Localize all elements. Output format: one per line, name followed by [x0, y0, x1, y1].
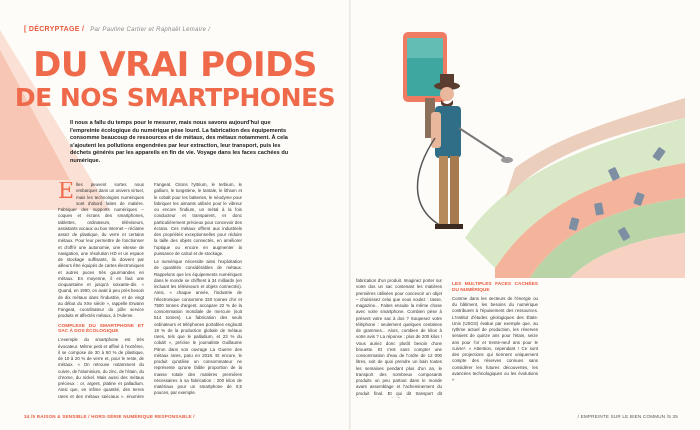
folio-right: / EMPREINTE SUR LE BIEN COMMUN /5 35: [577, 414, 678, 419]
section-tag: [ DÉCRYPTAGE /: [24, 26, 85, 33]
col2-paragraph-2: Le numérique nécessite ainsi l'exploitation de quantités considérables de métaux. Rappelons que les équipements numériques dans le monde se chiffrent à 34 milliards (en incluant les téléviseurs et objets connectés). Ainsi, « chaque année, l'industrie de l'électronique consomme 320 tonnes d'or et 7500 tonnes d'argent, accapare 22 % de la consommation mondiale de mercure (soit 514 tonnes). La fabrication des seuls ordinateurs et téléphones portables engloutit 19 % de la production globale de métaux rares, tels que le palladium, et 23 % du cobalt », précise le journaliste Guillaume Pitron dans son ouvrage La Guerre des métaux rares, paru en 2018. Et encore, le produit qu'utilise un consommateur ne représente qu'une faible proportion de la masse totale des matières premières nécessaires à sa fabrication : 200 kilos de matériaux pour un smartphone de 0,5 pouces, par exemple.: [154, 259, 242, 396]
dropcap: E: [58, 182, 75, 204]
col1-subhead: COMPLEXE DU SMARTPHONE ET SAC À DOS ÉCOLOGIQUE: [58, 323, 144, 335]
col3-paragraph-1: fabrication d'un produit. Imaginez porter sur votre dos un sac contenant les matières premières utilisées pour concevoir un objet – choisissez celui que vous voulez : tasse, magazine... Faites ensuite la même chose avec votre smartphone. Combien pèse à présent votre sac à dos ? Soupesez votre téléphone : seulement quelques centaines de grammes... Alors, combien de kilos à votre avis ? La réponse : plus de 200 kilos ! Vous auriez donc plutôt besoin d'une brouette. Et c'est sans compter une consommation d'eau de l'ordre de 12 000 litres, soit de quoi prendre un bain toutes les semaines pendant plus d'un an, le transport des nombreux composants produits un peu partout dans le monde avant assemblage et l'acheminement du produit final. Et qui dit transport dit: [356, 278, 442, 396]
col4-subhead: LES MULTIPLES FACES CACHÉES DU NUMÉRIQUE: [452, 282, 538, 293]
col1-paragraph-1: lles peuvent sortes nous embarquer dans un univers virtuel, mais les technologies numériques sont d'abord faites de matière. Fabriquer des supports numériques – coques et écrans des smartphones, tablettes, ordinateurs, téléviseurs, assistants vocaux ou box Internet – réclame assez de plastique, du verre et certains métaux. Pour leur permettre de fonctionner et d'offrir une autonomie, une vitesse de navigation, une résolution HD et un espace de stockage suffisants, ils doivent par ailleurs être équipés de cartes électroniques et autres puces très gourmandes en métaux. En moyenne, il en faut une cinquantaine et jusqu'à soixante-dix. « Quand, en 1900, on avait à peu près besoin de dix métaux dans l'industrie, et de vingt au début du XXe siècle », rappelle Erwann Fangeat, coordinateur du pôle service produits et affectés métaux, à l'Ademe.: [58, 182, 144, 319]
section-header: [24, 26, 329, 33]
text-column-4: [452, 278, 538, 398]
title-line-2: DE NOS SMARTPHONES: [14, 83, 336, 112]
col1-paragraph-2: L'exemple du smartphone est très évocateur. Même petit et affiné à l'extrême, il se compose de 30 à 50 % de plastique, de 10 à 20 % de verre et, pour le reste, de métaux. « On retrouve notamment du cuivre, de l'aluminium, du zinc, de l'étain, du chrome, du nickel. Mais aussi des métaux précieux : or, argent, platine et palladium. Ainsi que, en infime quantité, des terres rares et des métaux spéciaux », énumère: [58, 337, 144, 398]
folio-left: 34 /5 RAISON & SENSIBLE / HORS-SÉRIE NUMÉRIQUE RESPONSABLE /: [24, 414, 195, 419]
footer-right: [578, 414, 678, 419]
text-column-2: [154, 182, 242, 398]
article-title: [0, 45, 350, 112]
authors: Par Pauline Cartier et Raphaël Lemaire /: [90, 27, 211, 33]
intro-paragraph: Il nous a fallu du temps pour le mesurer, mais nous savons aujourd'hui que l'empreinte écologique du numérique pèse lourd. La fabrication des équipements consomme beaucoup de ressources et de métaux, des métaux notamment. À cela s'ajoutent les pollutions engendrées par leur extraction, leur transport, puis les déchets générés par les appareils en fin de vie. Voyage dans les faces cachées du numérique.: [70, 120, 289, 164]
footer-left: [24, 414, 195, 419]
text-column-3: [356, 278, 442, 398]
text-column-1: [58, 182, 144, 398]
title-line-1: DU VRAI POIDS: [33, 45, 317, 85]
smartphone-miner-illustration: [355, 28, 685, 278]
col2-paragraph-1: Fangeat. Citons l'yttrium, le terbium, le gallium, le tungstène, le tantale, le lithium et le cobalt pour les batteries, le néodyme pour fabriquer les aimants utilisés pour le vibreur ou encore l'indium, un métal à la fois conducteur et transparent, et donc particulièrement précieux pour concevoir des écrans. Ces métaux offrent aux industriels des propriétés exceptionnelles pour réduire la taille des objets connectés, en améliorer l'optique ou encore en augmenter la puissance de calcul et de stockage.: [154, 182, 242, 256]
col4-paragraph-1: Comme dans les secteurs de l'énergie ou du bâtiment, les besoins du numérique contribuent à l'épuisement des ressources. L'Institut d'études géologiques des États-Unis (USGS) évalue par exemple que, au rythme actuel de production, les réserves seraient de quinze ans pour l'étain, seize ans pour l'or et trente-neuf ans pour le cuivre¹. « Attention, cependant ! Ce sont des projections qui tiennent uniquement compte des réserves connues sans considérer les futures découvertes, les avancées technologiques ou les évolutions »: [452, 295, 538, 383]
